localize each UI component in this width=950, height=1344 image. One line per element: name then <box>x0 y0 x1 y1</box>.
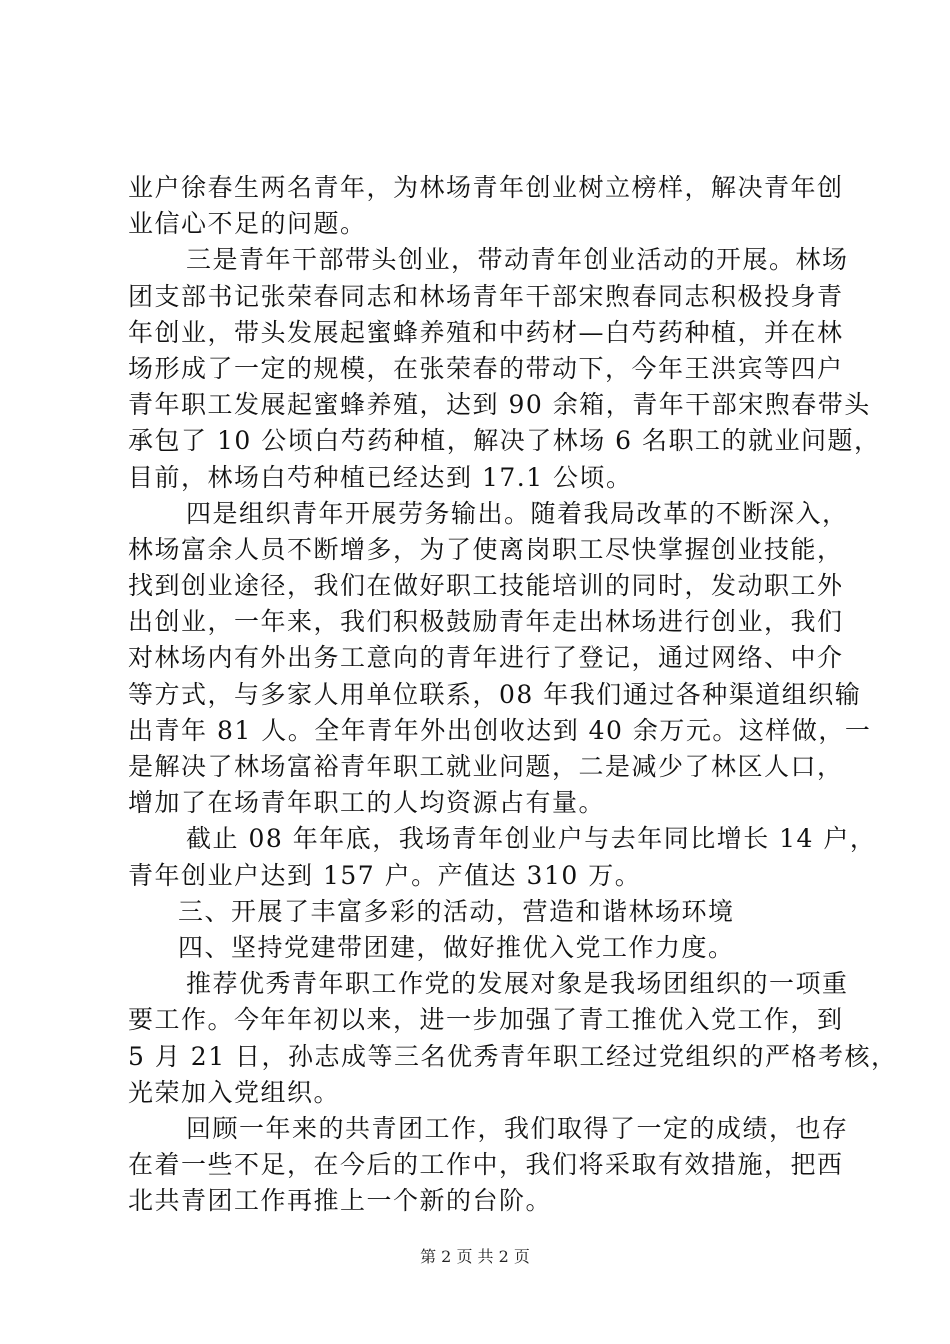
text-line: 业户徐春生两名青年，为林场青年创业树立榜样，解决青年创 <box>128 173 844 202</box>
text-line: 承包了 10 公顷白芍药种植，解决了林场 6 名职工的就业问题， <box>128 426 881 456</box>
text-line: 青年创业户达到 157 户。产值达 310 万。 <box>128 860 642 890</box>
document-body <box>128 170 898 1219</box>
page-number-footer: 第 2 页 共 2 页 <box>420 1247 530 1266</box>
section-heading: 四、坚持党建带团建，做好推优入党工作力度。 <box>178 932 735 962</box>
text-line: 要工作。今年年初以来，进一步加强了青工推优入党工作，到 <box>128 1005 844 1035</box>
text-line: 出创业，一年来，我们积极鼓励青年走出林场进行创业，我们 <box>128 607 844 637</box>
paragraph-start-line: 四是组织青年开展劳务输出。随着我局改革的不断深入， <box>186 498 849 528</box>
paragraph-start-line: 回顾一年来的共青团工作，我们取得了一定的成绩，也存 <box>186 1113 849 1143</box>
text-line: 是解决了林场富裕青年职工就业问题，二是减少了林区人口， <box>128 752 844 781</box>
text-line: 5 月 21 日，孙志成等三名优秀青年职工经过党组织的严格考核， <box>128 1041 898 1071</box>
text-line: 出青年 81 人。全年青年外出创收达到 40 余万元。这样做，一 <box>128 715 872 745</box>
text-line: 对林场内有外出务工意向的青年进行了登记，通过网络、中介 <box>128 643 844 673</box>
text-line: 场形成了一定的规模，在张荣春的带动下，今年王洪宾等四户 <box>128 353 844 383</box>
paragraph-start-line: 截止 08 年年底，我场青年创业户与去年同比增长 14 户， <box>186 824 877 854</box>
text-line: 青年职工发展起蜜蜂养殖，达到 90 余箱，青年干部宋煦春带头 <box>128 390 871 420</box>
paragraph-start-line: 推荐优秀青年职工作党的发展对象是我场团组织的一项重 <box>186 969 849 999</box>
text-line: 在着一些不足，在今后的工作中，我们将采取有效措施，把西 <box>128 1150 844 1180</box>
section-heading: 三、开展了丰富多彩的活动，营造和谐林场环境 <box>178 896 735 926</box>
text-line: 增加了在场青年职工的人均资源占有量。 <box>128 788 606 818</box>
text-line: 业信心不足的问题。 <box>128 209 367 239</box>
text-line: 北共青团工作再推上一个新的台阶。 <box>128 1186 553 1216</box>
text-line: 林场富余人员不断增多，为了使离岗职工尽快掌握创业技能， <box>128 534 844 564</box>
text-line: 团支部书记张荣春同志和林场青年干部宋煦春同志积极投身青 <box>128 281 844 311</box>
paragraph-start-line: 三是青年干部带头创业，带动青年创业活动的开展。林场 <box>186 245 849 275</box>
text-line: 年创业，带头发展起蜜蜂养殖和中药材—白芍药种植，并在林 <box>128 317 844 347</box>
text-line: 等方式，与多家人用单位联系，08 年我们通过各种渠道组织输 <box>128 679 862 709</box>
text-line: 光荣加入党组织。 <box>128 1077 341 1107</box>
text-line: 找到创业途径，我们在做好职工技能培训的同时，发动职工外 <box>128 571 844 601</box>
text-line: 目前，林场白芍种植已经达到 17.1 公顷。 <box>128 462 633 492</box>
